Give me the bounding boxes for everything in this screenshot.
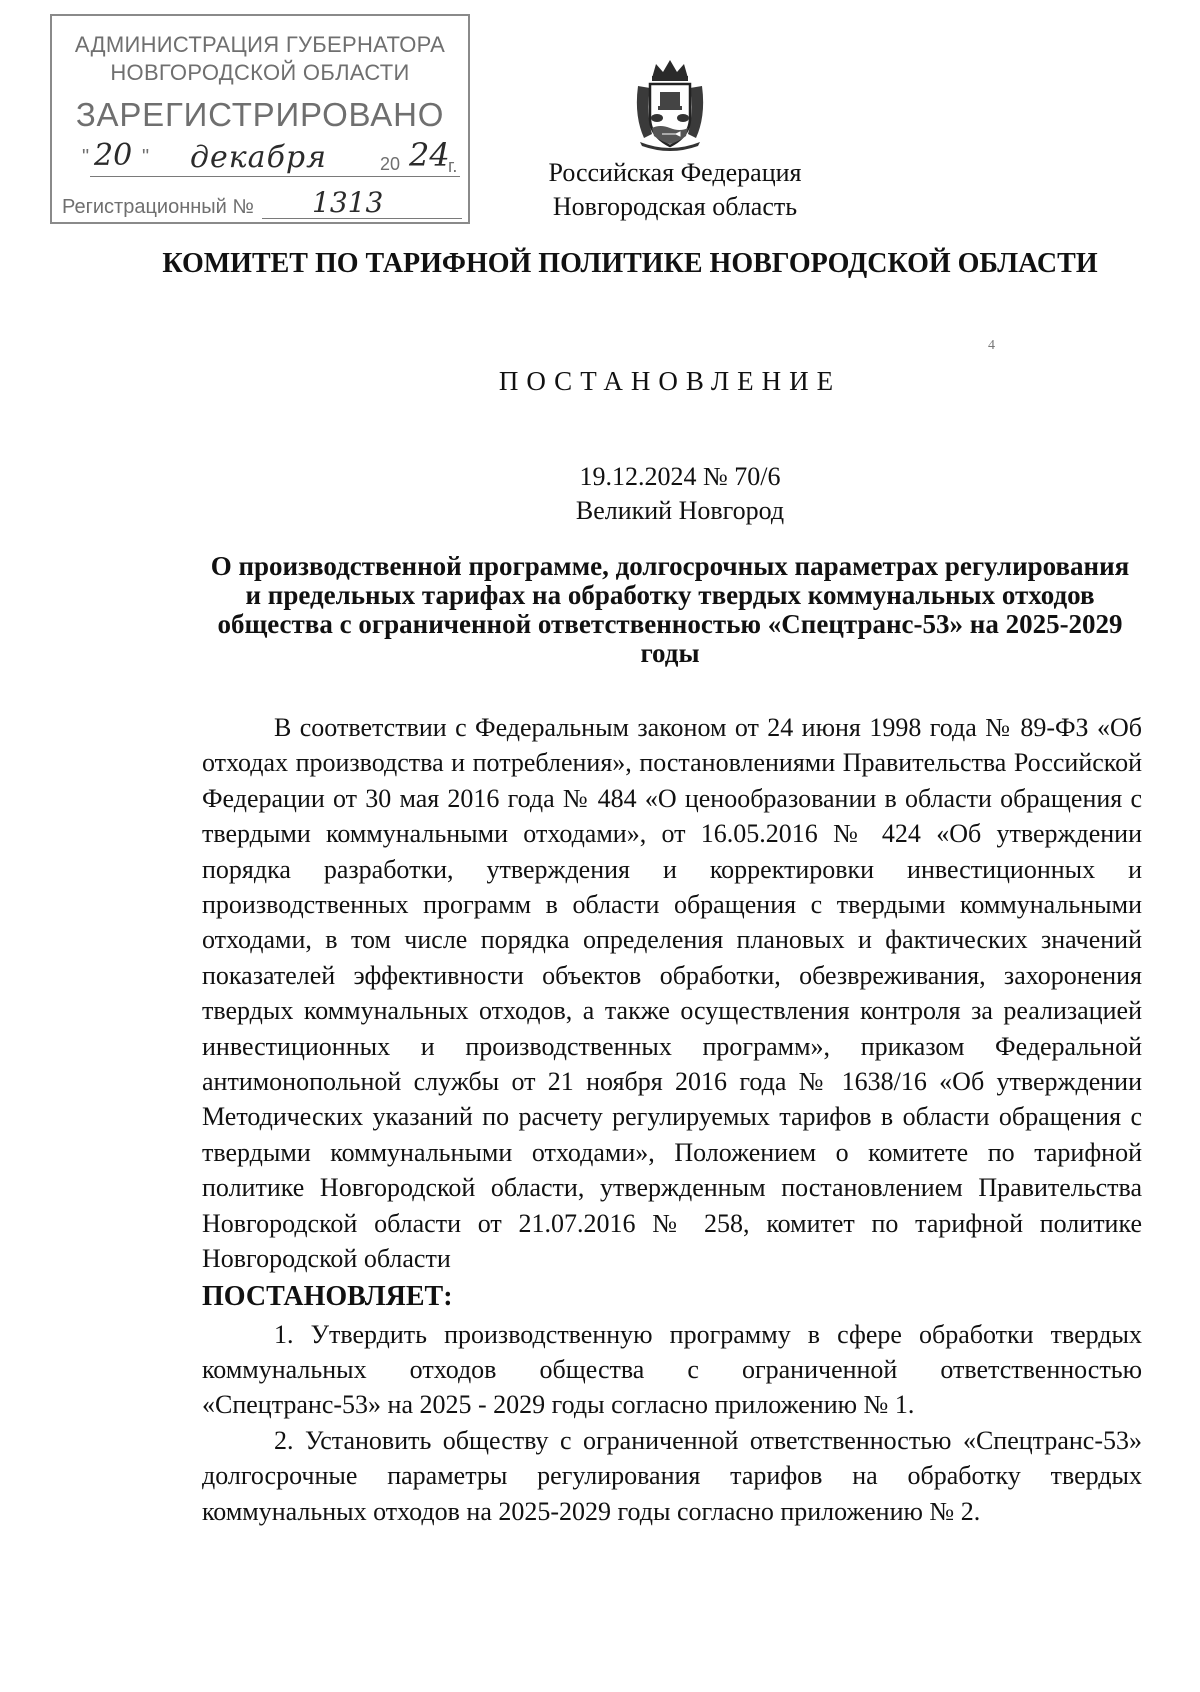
registration-stamp (50, 14, 470, 224)
stamp-registered-label: ЗАРЕГИСТРИРОВАНО (75, 96, 445, 133)
stamp-reg-label: Регистрационный № (62, 196, 254, 218)
stamp-quote-close: " (142, 146, 150, 168)
stamp-quote-open: " (82, 146, 90, 168)
document-title: О производственной программе, долгосрочных параметрах регулирования и предельных тарифах на обработку твердых коммунальных отходов общества с ограниченной ответственностью «Спецтранс-53» на 2025-2029 годы (210, 551, 1130, 668)
stamp-month-handwritten: декабря (190, 140, 327, 175)
stamp-registration-number (62, 186, 462, 224)
header-country-block (530, 156, 820, 224)
document-body (202, 710, 1142, 1529)
stamp-reg-underline (262, 218, 462, 219)
region-name: Новгородская область (552, 192, 798, 221)
resolve-heading: ПОСТАНОВЛЯЕТ: (202, 1280, 453, 1312)
document-city: Великий Новгород (575, 496, 785, 525)
stamp-year-handwritten: 24 (409, 136, 450, 174)
stamp-authority-line2: НОВГОРОДСКОЙ ОБЛАСТИ (110, 60, 410, 85)
stamp-date-underline (90, 176, 460, 177)
resolution-item-1: 1. Утвердить производственную программу в сфере обработки твердых коммунальных отходов общества с ограниченной ответственностью «Спецтранс-53» на 2025 - 2029 годы согласно приложению № 1. (202, 1319, 1142, 1420)
stamp-day-handwritten: 20 (94, 138, 133, 173)
preamble-paragraph: В соответствии с Федеральным законом от 24 июня 1998 года № 89-ФЗ «Об отходах производства и потребления», постановлениями Правительства Российской Федерации от 30 мая 2016 года № 484 «О ценообразовании в области обращения с твердыми коммунальными отходами», от 16.05.2016 № 424 «Об утверждении порядка разработки, утверждения и корректировки инвестиционных и производственных программ в области обращения с твердыми коммунальными отходами, в том числе порядка определения плановых и фактических значений показателей эффективности объектов обработки, обезвреживания, захоронения твердых коммунальных отходов, а также осуществления контроля за реализацией инвестиционных и производственных программ», приказом Федеральной антимонопольной службы от 21 ноября 2016 года № 1638/16 «Об утверждении Методических указаний по расчету регулируемых тарифов в области обращения с твердыми коммунальными отходами», Положением о комитете по тарифной политике Новгородской области, утвержденным постановлением Правительства Новгородской области от 21.07.2016 № 258, комитет по тарифной политике Новгородской области (202, 713, 1142, 1274)
resolution-item-2: 2. Установить обществу с ограниченной ответственностью «Спецтранс-53» долгосрочные параметры регулирования тарифов на обработку твердых коммунальных отходов на 2025-2029 годы согласно приложению № 2. (202, 1425, 1142, 1526)
margin-mark: 4 (988, 338, 995, 353)
committee-title: КОМИТЕТ ПО ТАРИФНОЙ ПОЛИТИКЕ НОВГОРОДСКОЙ ОБЛАСТИ (162, 248, 1098, 279)
document-date-block (480, 460, 880, 528)
stamp-reg-number-handwritten: 1313 (312, 186, 384, 219)
country-name: Российская Федерация (548, 158, 802, 187)
document-type: ПОСТАНОВЛЕНИЕ (498, 366, 842, 396)
stamp-date (82, 136, 462, 186)
document-date-number: 19.12.2024 № 70/6 (579, 462, 781, 491)
stamp-year-prefix: 20 (380, 154, 401, 174)
novgorod-coat-of-arms-icon (630, 56, 710, 152)
stamp-authority-line1: АДМИНИСТРАЦИЯ ГУБЕРНАТОРА (74, 32, 446, 57)
stamp-year-suffix: г. (448, 156, 458, 176)
